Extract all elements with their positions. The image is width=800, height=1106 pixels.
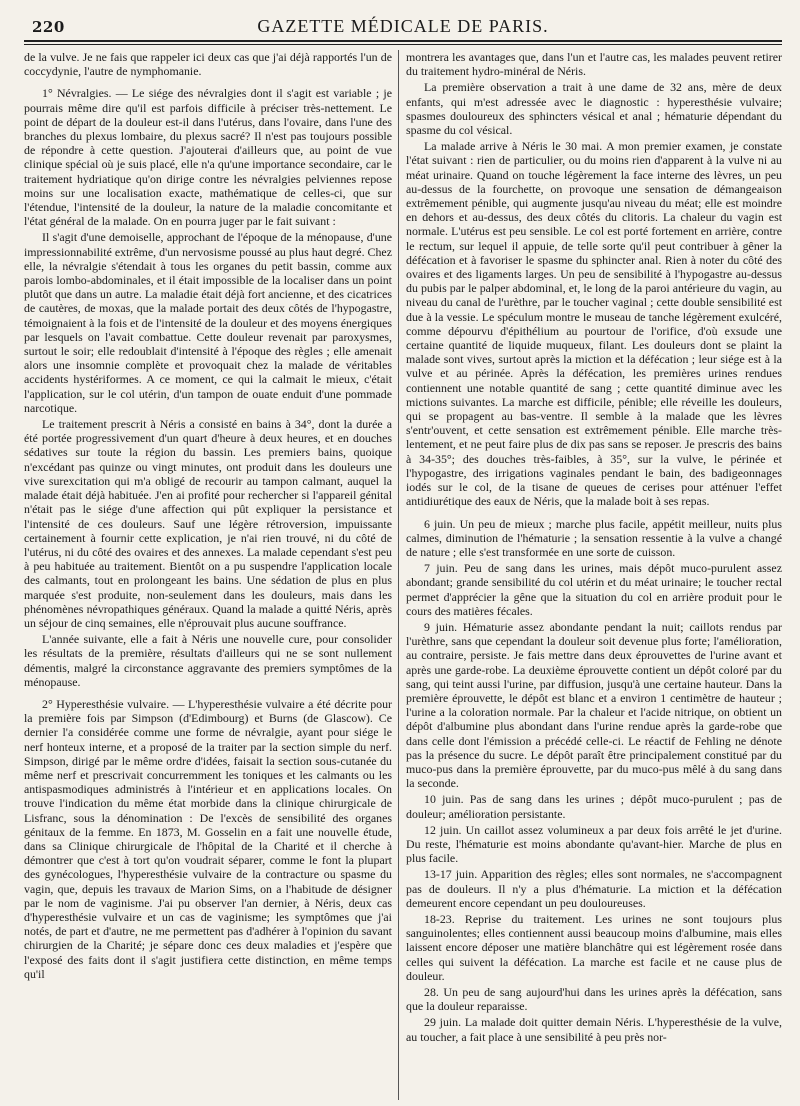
paragraph: 2° Hyperesthésie vulvaire. — L'hyperesthésie vulvaire a été décrite pour la première fois par Simpson (d'Edimbourg) et Burns (de Glascow). Ce dernier l'a considérée comme une forme de névralgie, ayant pour siége le nerf honteux interne, et a proposé de la traiter par la section simple du nerf. Simpson, dirigé par le même ordre d'idées, faisait la section sous-cutanée du même nerf et prescrivait concurremment les toniques et les calmants ou les antispasmodiques administrés à l'intérieur et en applications locales. On trouve l'indication du même état morbide dans la clinique chirurgicale de Lisfranc, sous la dénomination : De l'excès de sensibilité des organes génitaux de la femme. En 1873, M. Gosselin en a fait une nouvelle étude, dans sa Clinique chirurgicale de l'hôpital de la Charité et il cherche à démontrer que c'est à tort qu'on voudrait séparer, comme le font la plupart des gynécologues, l'hyperesthésie vulvaire de la contracture ou spasme du vagin, que, depuis les travaux de Marion Sims, on a l'habitude de désigner par le nom de vaginisme. J'ai pu observer l'an dernier, à Néris, deux cas d'hyperesthésie vulvaire et un cas de vaginisme; les symptômes que j'ai notés, de part et d'autre, ne me permettent pas d'adhérer à l'opinion du savant chirurgien de la Charité; je sépare donc ces deux maladies et j'espère que l'exposé des faits dont il s'agit justifiera cette distinction, en même temps qu'il <box>24 696 392 981</box>
paragraph: Il s'agit d'une demoiselle, approchant de l'époque de la ménopause, d'une impressionnabilité extrême, d'un nervosisme poussé au plus haut degré. Chez elle, la névralgie s'étendait à tous les organes du petit bassin, comme aux parois lombo-abdominales, et il était impossible de la localiser dans un point plutôt que dans un autre. La maladie était déjà fort ancienne, et des cicatrices de cautères, de moxas, que la malade portait des deux côtés de l'hypogastre, témoignaient à la fois et de l'intensité de la douleur et des moyens énergiques par lesquels on l'avait combattue. Cette douleur revenait par paroxysmes, surtout le soir; elle redoublait d'intensité à l'époque des règles ; elle amenait alors une insomnie complète et provoquait chez la malade de véritables accidents hystériformes. A ce moment, ce qui la calmait le mieux, c'était l'application, sur le col utérin, d'un tampon de ouate enduit d'une pommade narcotique. <box>24 230 392 415</box>
paragraph: 12 juin. Un caillot assez volumineux a par deux fois arrêté le jet d'urine. Du reste, l'hématurie est moins abondante qu'avant-hier. Marche de plus en plus facile. <box>406 822 782 866</box>
paragraph: 9 juin. Hématurie assez abondante pendant la nuit; caillots rendus par l'urèthre, sans que cependant la douleur soit devenue plus forte; l'amélioration, au contraire, persiste. Je fais mettre dans deux éprouvettes de l'urine avant et après une garde-robe. La deuxième éprouvette contient un dépôt coloré par du sang, qui teint aussi l'urine, par diffusion, jusqu'à une certaine hauteur. Dans la première éprouvette, le dépôt est blanc et a environ 1 centimètre de hauteur ; l'urine a la coloration normale. Par la chaleur et l'acide nitrique, on obtient un dépôt d'albumine plus abondant dans l'urine rendue après la garde-robe que dans celle dont l'émission a précédé celle-ci. Le réactif de Fehling ne dénote pas la présence du sucre. Le dépôt paraît être principalement constitué par du muco-pus dans la première éprouvette, par du muco-pus mêlé à du sang dans la seconde. <box>406 619 782 791</box>
paragraph: Le traitement prescrit à Néris a consisté en bains à 34°, dont la durée a été portée progressivement d'un quart d'heure à deux heures, et en douches sédatives sur toute la région du bassin. Les premiers bains, quoique n'excédant pas quinze ou vingt minutes, ont produit dans les douleurs une vive surexcitation qui m'a obligé de recourir au tampon calmant, auquel la malade était déjà habituée. J'en ai profité pour rechercher si l'appareil génital n'était pas le siége d'une affection qui pût expliquer la persistance et l'intensité de ces douleurs. Sauf une légère rétroversion, impuissante certainement à fournir cette explication, je n'ai rien trouvé, ni du côté de l'utérus, ni du côté des ovaires et des annexes. La malade cependant s'est peu à peu habituée au traitement. Bientôt on a pu suspendre l'application locale des calmants, tout en prolongeant les bains. Une sédation de plus en plus marquée s'est produite, non-seulement dans les douleurs, mais dans les phénomènes névropathiques généraux. Quand la malade a quitté Néris, après un séjour de cinq semaines, elle n'éprouvait plus aucune souffrance. <box>24 417 392 630</box>
paragraph: 6 juin. Un peu de mieux ; marche plus facile, appétit meilleur, nuits plus calmes, diminution de l'hématurie ; la sensation ressentie à la vulve a changé de nature ; elle s'est transformée en une sorte de cuisson. <box>406 516 782 559</box>
paragraph: montrera les avantages que, dans l'un et l'autre cas, les malades peuvent retirer du traitement hydro-minéral de Néris. <box>406 50 782 79</box>
page-header <box>24 14 782 40</box>
paragraph: 18-23. Reprise du traitement. Les urines ne sont toujours plus sanguinolentes; elles contiennent aussi beaucoup moins d'albumine, mais elles laissent encore déposer une matière blanchâtre qui est légèrement rosée dans celles qui suivent la défécation. La marche est facile et ne cause plus de douleur. <box>406 911 782 983</box>
paragraph: 13-17 juin. Apparition des règles; elles sont normales, ne s'accompagnent pas de douleurs. Il n'y a plus d'hématurie. La miction et la défécation demeurent encore cependant un peu douloureuses. <box>406 867 782 910</box>
header-rule <box>24 40 782 45</box>
paragraph: La malade arrive à Néris le 30 mai. A mon premier examen, je constate l'état suivant : rien de particulier, ou du moins rien d'apparent à la vulve ni au méat urinaire. Quand on touche légèrement la face interne des lèvres, un peu au-dessus de la fourchette, on provoque une sensation de démangeaison extrêmement pénible, qui augmente jusqu'au niveau du méat; elle est moindre en dehors et au-dessus, des deux côtés du clitoris. La chaleur du vagin est normale. L'utérus est peu sensible. Le col est porté fortement en arrière, contre le rectum, sur lequel il appuie, de telle sorte qu'il peut contribuer à gêner la défécation et à favoriser le spasme du sphincter anal. Rien à noter du côté des ovaires et des ligaments larges. Un peu de sensibilité à l'hypogastre au-dessus du pubis par le palper abdominal, et, le long de la paroi antérieure du vagin, au niveau du canal de l'urèthre, par le toucher vaginal ; cette double sensibilité est due à la vessie. Le spéculum montre le museau de tanche légèrement exulcéré, comme dépourvu d'épithélium au pourtour de l'orifice, d'où exsude une certaine quantité de liquide muqueux, filant. Les douleurs dont se plaint la malade sont vives, surtout après la miction et la défécation ; leur siége est à la vulve et au périnée. Après la défécation, les premières urines rendues contiennent une notable quantité de sang ; cette quantité diminue avec les mictions suivantes. La marche est difficile, pénible; elle réveille les douleurs, qui se propagent au bas-ventre. Il semble à la malade que les lèvres s'entr'ouvent, et cette sensation est extrêmement pénible. Elle marche très-lentement, et ne peut faire plus de dix pas sans se reposer. Je prescris des bains à 34-35°; des douches très-faibles, à 35°, sur la vulve, le périnée et l'hypogastre, des irrigations vaginales pendant le bain, des badigeonnages iodés sur le col, de la tisane de queues de cerises pour atténuer l'effet antidiurétique des eaux de Néris, que la malade boit à ses repas. <box>406 139 782 509</box>
journal-title: GAZETTE MÉDICALE DE PARIS. <box>257 16 549 36</box>
paragraph: de la vulve. Je ne fais que rappeler ici deux cas que j'ai déjà rapportés l'un de coccydynie, l'autre de nymphomanie. <box>24 50 392 79</box>
right-column <box>406 50 782 1100</box>
paragraph: 1° Névralgies. — Le siége des névralgies dont il s'agit est variable ; je pourrais même dire qu'il est parfois difficile à préciser très-nettement. Le point de départ de la douleur est-il dans l'utérus, dans l'ovaire, dans l'une des branches du plexus lombaire, du plexus sacré? Il n'est pas toujours possible de répondre à cette question. J'ajouterai d'ailleurs que, au point de vue clinique spécial où je suis placé, elle n'a qu'une importance secondaire, car le traitement hydriatique qu'on dirige contre les névralgies pelviennes repose moins sur une localisation exacte, mathématique de celles-ci, que sur l'étendue, l'intensité de la douleur, la nature de la maladie concomitante et l'état général de la malade. On en pourra juger par le fait suivant : <box>24 86 392 229</box>
page-number: 220 <box>32 18 65 36</box>
paragraph: 7 juin. Peu de sang dans les urines, mais dépôt muco-purulent assez abondant; grande sensibilité du col utérin et du méat urinaire; le toucher rectal permet d'apprécier la gêne que la situation du col en arrière produit pour le cours des matières fécales. <box>406 561 782 618</box>
paragraph: 28. Un peu de sang aujourd'hui dans les urines après la défécation, sans que la douleur reparaisse. <box>406 985 782 1014</box>
paragraph: La première observation a trait à une dame de 32 ans, mère de deux enfants, qui m'est adressée avec le diagnostic : hyperesthésie vulvaire; spasmes douloureux des sphincters vésical et anal ; hématurie dépendant du spasme du col vésical. <box>406 80 782 138</box>
column-divider <box>398 50 399 1100</box>
paragraph: 29 juin. La malade doit quitter demain Néris. L'hyperesthésie de la vulve, au toucher, a fait place à une sensibilité à peu près nor- <box>406 1015 782 1044</box>
paragraph: 10 juin. Pas de sang dans les urines ; dépôt muco-purulent ; pas de douleur; amélioration persistante. <box>406 792 782 821</box>
left-column <box>24 50 392 1100</box>
paragraph: L'année suivante, elle a fait à Néris une nouvelle cure, pour consolider les résultats de la première, résultats d'ailleurs qui ne se sont nullement démentis, malgré la circonstance aggravante des premiers symptômes de la ménopause. <box>24 632 392 689</box>
